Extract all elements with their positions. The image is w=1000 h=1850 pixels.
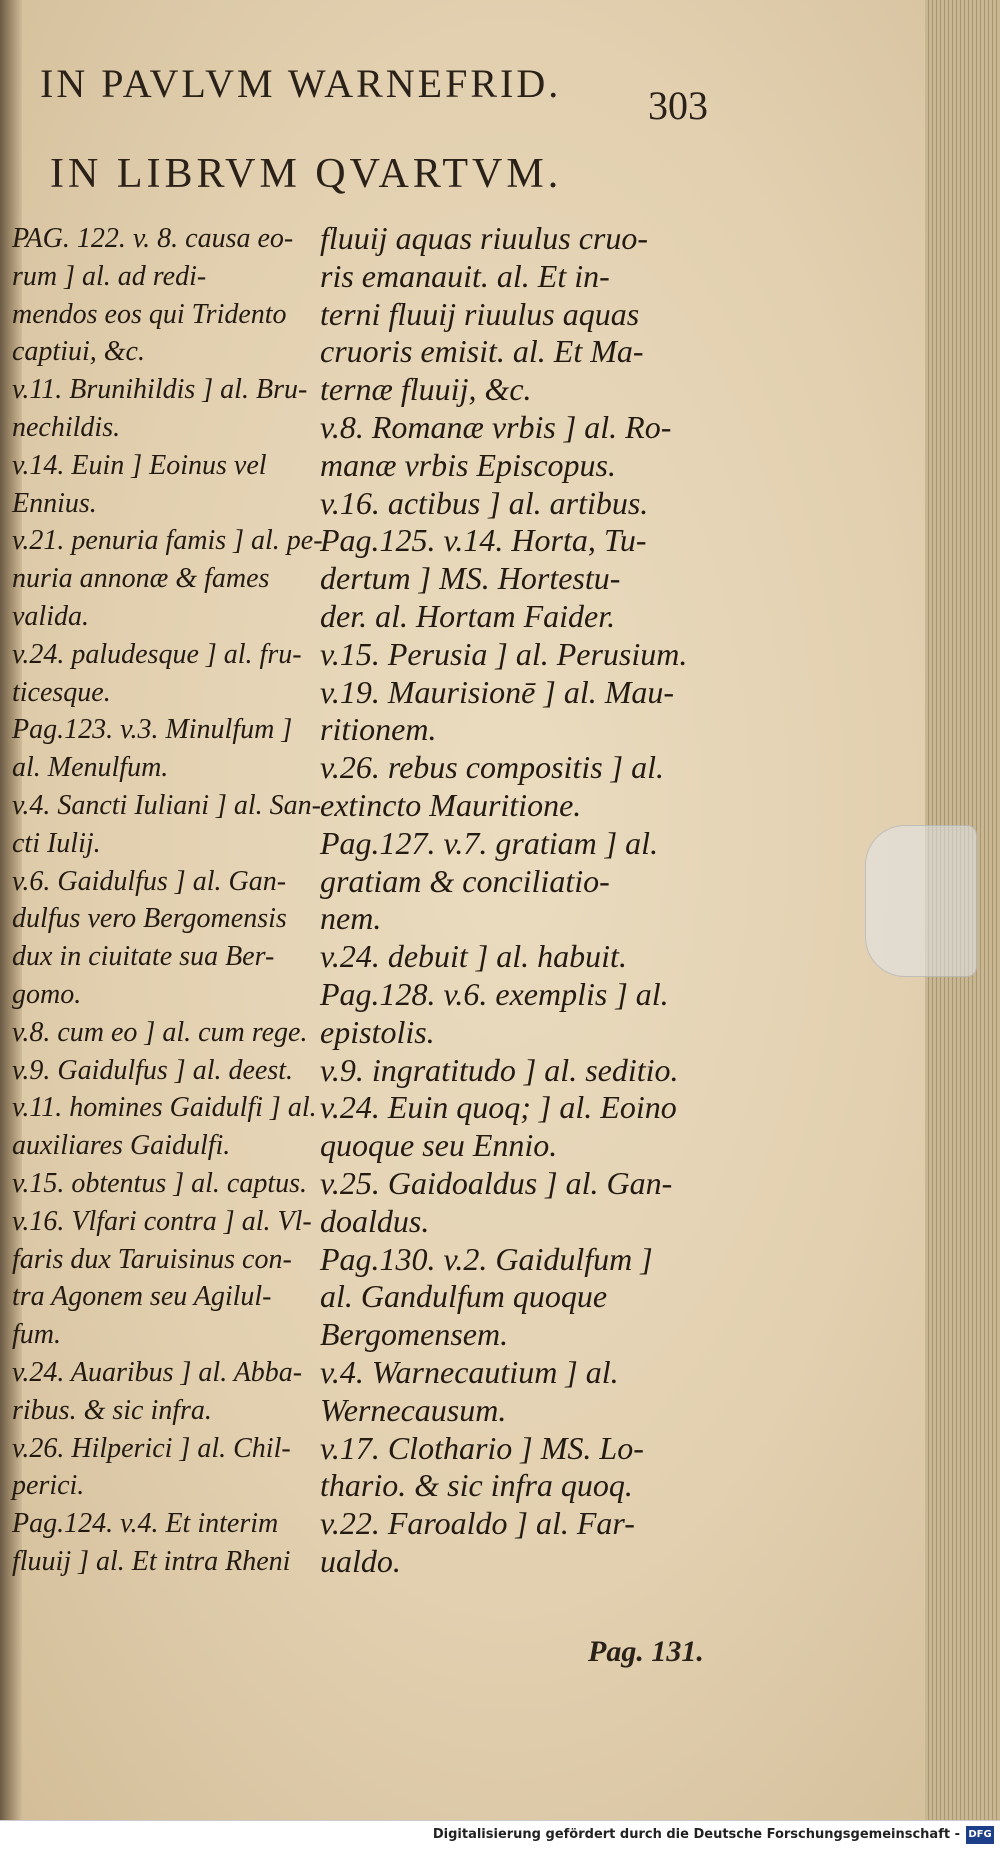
right-column-line: v.9. ingratitudo ] al. seditio. bbox=[320, 1051, 679, 1088]
right-column-line: v.24. debuit ] al. habuit. bbox=[320, 938, 627, 975]
left-column-line: mendos eos qui Tridento bbox=[12, 298, 287, 330]
left-column-line: dulfus vero Bergomensis bbox=[12, 903, 287, 935]
right-column-line: manæ vrbis Episcopus. bbox=[320, 446, 616, 483]
right-column-line: Wernecausum. bbox=[320, 1391, 507, 1428]
left-column-line: ticesque. bbox=[12, 676, 111, 708]
left-column-line: v.11. homines Gaidulfi ] al. bbox=[12, 1092, 317, 1124]
right-column-line: ualdo. bbox=[320, 1542, 401, 1579]
digitization-footer bbox=[0, 1820, 1000, 1850]
left-column-line: Pag.124. v.4. Et interim bbox=[12, 1508, 279, 1540]
right-column-line: thario. & sic infra quoq. bbox=[320, 1467, 633, 1504]
left-column-line: v.9. Gaidulfus ] al. deest. bbox=[12, 1054, 294, 1086]
left-column-line: fluuij ] al. Et intra Rheni bbox=[12, 1545, 291, 1577]
left-column-line: cti Iulij. bbox=[12, 827, 101, 859]
right-column-line: doaldus. bbox=[320, 1202, 430, 1239]
left-column-line: v.14. Euin ] Eoinus vel bbox=[12, 449, 267, 481]
right-column-line: v.25. Gaidoaldus ] al. Gan- bbox=[320, 1164, 673, 1201]
right-column-line: Bergomensem. bbox=[320, 1316, 509, 1353]
right-column-line: ritionem. bbox=[320, 711, 437, 748]
right-column-line: Pag.128. v.6. exemplis ] al. bbox=[320, 975, 669, 1012]
right-column-line: ris emanauit. al. Et in- bbox=[320, 257, 610, 294]
right-column-line: gratiam & conciliatio- bbox=[320, 862, 610, 899]
left-column-line: Pag.123. v.3. Minulfum ] bbox=[12, 714, 293, 746]
right-column-line: v.17. Clothario ] MS. Lo- bbox=[320, 1429, 644, 1466]
right-column bbox=[320, 220, 740, 1581]
left-column-line: v.21. penuria famis ] al. pe- bbox=[12, 525, 323, 557]
right-column-line: epistolis. bbox=[320, 1013, 435, 1050]
right-column-line: der. al. Hortam Faider. bbox=[320, 597, 616, 634]
left-column-line: Ennius. bbox=[12, 487, 97, 519]
left-column-line: v.24. paludesque ] al. fru- bbox=[12, 638, 302, 670]
left-column-line: v.11. Brunihildis ] al. Bru- bbox=[12, 374, 308, 406]
section-heading: IN LIBRVM QVARTVM. bbox=[50, 151, 563, 197]
right-column-line: v.15. Perusia ] al. Perusium. bbox=[320, 635, 688, 672]
left-column-line: rum ] al. ad redi- bbox=[12, 260, 207, 292]
left-column-line: v.24. Auaribus ] al. Abba- bbox=[12, 1356, 303, 1388]
left-column-line: nuria annonæ & fames bbox=[12, 563, 270, 595]
right-column-line: Pag.125. v.14. Horta, Tu- bbox=[320, 522, 647, 559]
right-column-line: v.24. Euin quoq; ] al. Eoino bbox=[320, 1089, 677, 1126]
right-column-line: quoque seu Ennio. bbox=[320, 1127, 558, 1164]
left-column-line: fum. bbox=[12, 1319, 61, 1351]
right-column-line: Pag.127. v.7. gratiam ] al. bbox=[320, 824, 659, 861]
right-column-line: ternæ fluuij, &c. bbox=[320, 371, 532, 408]
right-column-line: nem. bbox=[320, 900, 382, 937]
left-column-line: v.8. cum eo ] al. cum rege. bbox=[12, 1016, 308, 1048]
left-column-line: valida. bbox=[12, 600, 89, 632]
right-column-line: v.19. Maurisionē ] al. Mau- bbox=[320, 673, 675, 710]
left-column-line: perici. bbox=[12, 1470, 85, 1502]
left-column-line: tra Agonem seu Agilul- bbox=[12, 1281, 272, 1313]
page-number: 303 bbox=[648, 83, 708, 128]
left-column-line: v.4. Sancti Iuliani ] al. San- bbox=[12, 789, 321, 821]
left-column-line: gomo. bbox=[12, 978, 82, 1010]
funding-credit: Digitalisierung gefördert durch die Deutsche Forschungsgemeinschaft - bbox=[432, 1827, 960, 1842]
right-column-line: v.26. rebus compositis ] al. bbox=[320, 749, 664, 786]
left-column bbox=[12, 220, 323, 1581]
right-column-line: v.4. Warnecautium ] al. bbox=[320, 1353, 619, 1390]
bookmark-clip bbox=[865, 825, 977, 977]
right-column-line: v.8. Romanæ vrbis ] al. Ro- bbox=[320, 408, 672, 445]
left-column-line: v.16. Vlfari contra ] al. Vl- bbox=[12, 1205, 312, 1237]
left-column-line: v.26. Hilperici ] al. Chil- bbox=[12, 1432, 291, 1464]
left-column-line: nechildis. bbox=[12, 411, 121, 443]
right-column-line: extincto Mauritione. bbox=[320, 786, 582, 823]
left-column-line: v.6. Gaidulfus ] al. Gan- bbox=[12, 865, 287, 897]
running-header: IN PAVLVM WARNEFRID. bbox=[40, 61, 562, 106]
catchword: Pag. 131. bbox=[588, 1635, 704, 1668]
left-column-line: faris dux Taruisinus con- bbox=[12, 1243, 292, 1275]
right-column-line: al. Gandulfum quoque bbox=[320, 1278, 608, 1315]
right-column-line: fluuij aquas riuulus cruo- bbox=[320, 220, 649, 256]
right-column-line: v.22. Faroaldo ] al. Far- bbox=[320, 1505, 635, 1542]
left-column-line: PAG. 122. v. 8. causa eo- bbox=[12, 223, 294, 254]
dfg-logo: DFG bbox=[966, 1826, 994, 1844]
left-column-line: v.15. obtentus ] al. captus. bbox=[12, 1167, 308, 1199]
left-column-line: al. Menulfum. bbox=[12, 752, 169, 784]
right-column-line: cruoris emisit. al. Et Ma- bbox=[320, 333, 644, 370]
right-column-line: Pag.130. v.2. Gaidulfum ] bbox=[320, 1240, 653, 1277]
left-column-line: captiui, &c. bbox=[12, 336, 145, 368]
left-column-line: auxiliares Gaidulfi. bbox=[12, 1130, 231, 1162]
right-column-line: dertum ] MS. Hortestu- bbox=[320, 560, 621, 597]
left-column-line: dux in ciuitate sua Ber- bbox=[12, 941, 275, 973]
right-column-line: v.16. actibus ] al. artibus. bbox=[320, 484, 649, 521]
left-column-line: ribus. & sic infra. bbox=[12, 1394, 212, 1426]
right-column-line: terni fluuij riuulus aquas bbox=[320, 295, 640, 332]
